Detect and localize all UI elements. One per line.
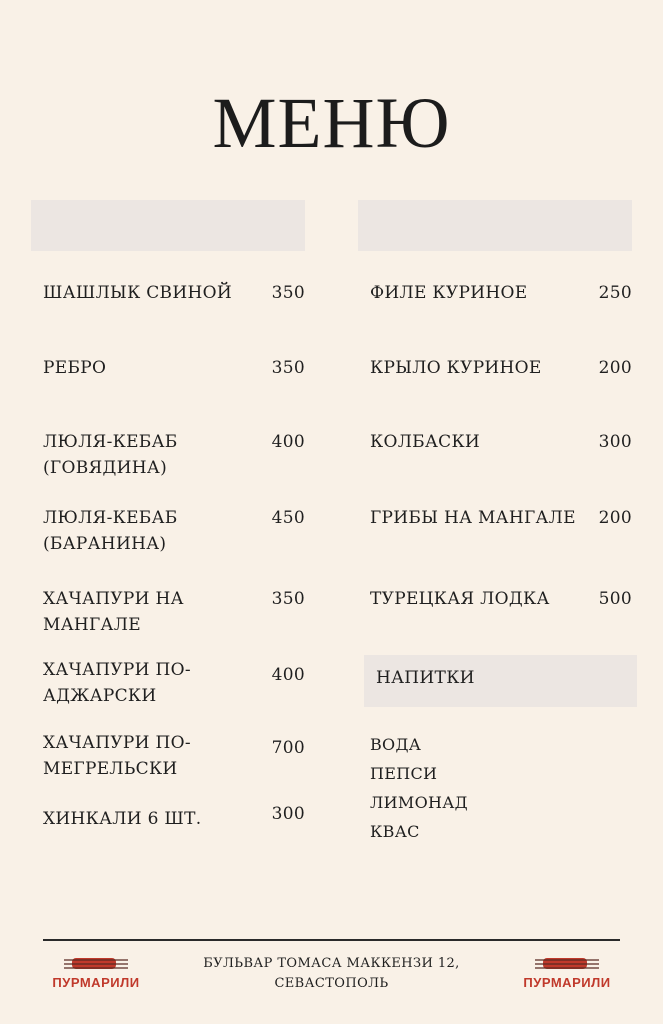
menu-item-price: 700: [271, 738, 305, 758]
skewer-icon: [533, 955, 601, 973]
menu-item-name: ХАЧАПУРИ ПО-АДЖАРСКИ: [43, 660, 191, 706]
menu-item-name: ФИЛЕ КУРИНОЕ: [370, 283, 528, 303]
menu-item-price: 200: [598, 508, 632, 528]
menu-item-name: ЛЮЛЯ-КЕБАБ (БАРАНИНА): [43, 508, 178, 554]
skewer-icon: [62, 955, 130, 973]
page-title: МЕНЮ: [212, 83, 451, 163]
menu-item-price: 500: [598, 589, 632, 609]
left-section-header: [31, 200, 305, 251]
address: [180, 954, 483, 994]
menu-item-price: 350: [271, 358, 305, 378]
menu-item-name: ТУРЕЦКАЯ ЛОДКА: [370, 589, 550, 609]
brand-logo: [521, 955, 613, 995]
menu-item-price: 400: [271, 432, 305, 452]
address-line: СЕВАСТОПОЛЬ: [274, 976, 389, 991]
drink-item: ПЕПСИ: [370, 764, 438, 783]
drink-item: ЛИМОНАД: [370, 793, 468, 812]
menu-item-name: ШАШЛЫК СВИНОЙ: [43, 283, 232, 303]
menu-item-price: 400: [271, 665, 305, 685]
menu-item-name: ХАЧАПУРИ НА МАНГАЛЕ: [43, 589, 184, 635]
menu-item-price: 350: [271, 589, 305, 609]
menu-item-price: 250: [598, 283, 632, 303]
menu-item-name: РЕБРО: [43, 358, 107, 378]
menu-item-name: ГРИБЫ НА МАНГАЛЕ: [370, 508, 576, 528]
drink-item: КВАС: [370, 822, 420, 841]
drink-item: ВОДА: [370, 735, 422, 754]
menu-item-price: 450: [271, 508, 305, 528]
logo-text: ПУРМАРИЛИ: [52, 975, 140, 990]
menu-item-price: 300: [271, 804, 305, 824]
logo-text: ПУРМАРИЛИ: [523, 975, 611, 990]
menu-item-name: ХИНКАЛИ 6 ШТ.: [43, 809, 202, 829]
address-line: БУЛЬВАР ТОМАСА МАККЕНЗИ 12,: [203, 956, 460, 971]
brand-logo: [50, 955, 142, 995]
menu-item-price: 350: [271, 283, 305, 303]
menu-item-name: КОЛБАСКИ: [370, 432, 481, 452]
drinks-header: [364, 655, 637, 707]
menu-item-name: ХАЧАПУРИ ПО-МЕГРЕЛЬСКИ: [43, 733, 191, 779]
menu-item-price: 200: [598, 358, 632, 378]
footer-divider: [43, 939, 620, 941]
drinks-title: НАПИТКИ: [376, 668, 475, 688]
menu-item-name: КРЫЛО КУРИНОЕ: [370, 358, 542, 378]
menu-item-name: ЛЮЛЯ-КЕБАБ (ГОВЯДИНА): [43, 432, 178, 478]
right-section-header: [358, 200, 632, 251]
menu-item-price: 300: [598, 432, 632, 452]
